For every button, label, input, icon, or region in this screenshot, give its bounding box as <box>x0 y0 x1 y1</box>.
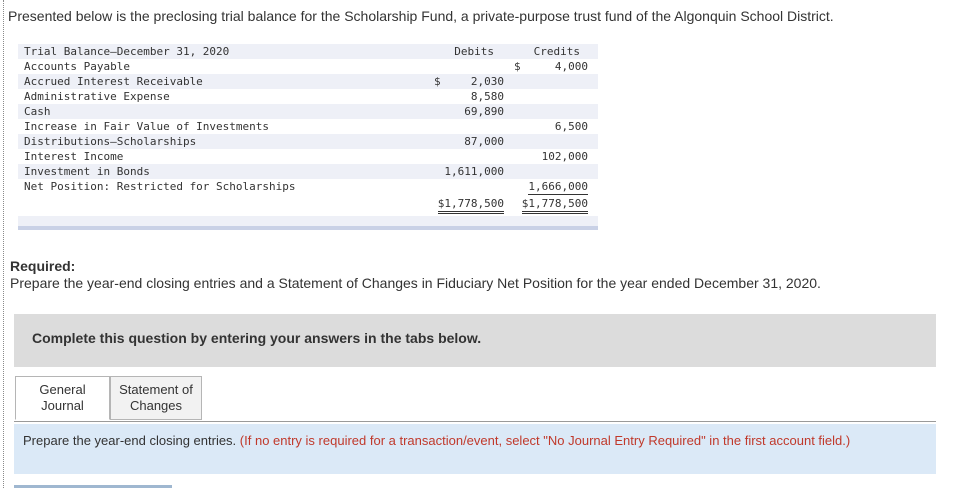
table-row <box>18 179 598 194</box>
debit-value: 87,000 <box>464 135 504 148</box>
table-row <box>18 149 598 164</box>
credit-value: 6,500 <box>554 120 588 133</box>
tab-general-journal[interactable] <box>15 376 110 420</box>
required-label: Required: <box>10 258 76 274</box>
account-name: Administrative Expense <box>24 90 170 103</box>
account-name: Interest Income <box>24 150 124 163</box>
debit-sign: $ <box>434 75 441 88</box>
credits-header: Credits <box>533 45 580 58</box>
debit-value: 69,890 <box>464 105 504 118</box>
required-section <box>10 258 821 292</box>
left-border <box>3 0 4 488</box>
intro-text: Presented below is the preclosing trial balance for the Scholarship Fund, a private-purpose trust fund of the Algonquin School District. <box>8 8 834 24</box>
debit-value: 1,611,000 <box>444 165 504 178</box>
tab-instruction-box <box>14 424 936 474</box>
account-name: Net Position: Restricted for Scholarships <box>24 180 296 193</box>
instruction-main: Prepare the year-end closing entries. <box>23 433 240 448</box>
table-row <box>18 119 598 134</box>
account-name: Accounts Payable <box>24 60 130 73</box>
account-name: Distributions—Scholarships <box>24 135 197 148</box>
table-row <box>18 74 598 89</box>
account-name: Increase in Fair Value of Investments <box>24 120 270 133</box>
table-title: Trial Balance—December 31, 2020 <box>24 45 230 58</box>
required-text: Prepare the year-end closing entries and a Statement of Changes in Fiduciary Net Position for the year ended December 31, 2020. <box>10 275 821 291</box>
credit-value: 1,666,000 <box>528 180 588 193</box>
total-credits: $1,778,500 <box>522 194 588 214</box>
trial-balance-table <box>18 44 598 230</box>
account-name: Cash <box>24 105 51 118</box>
table-row <box>18 104 598 119</box>
credit-value: 102,000 <box>541 150 588 163</box>
table-header-row <box>18 44 598 59</box>
total-debits: $1,778,500 <box>438 194 504 214</box>
table-row <box>18 89 598 104</box>
table-row <box>18 59 598 74</box>
totals-row <box>18 194 598 216</box>
account-name: Investment in Bonds <box>24 165 150 178</box>
debits-header: Debits <box>454 45 494 58</box>
tab-statement-of-changes[interactable] <box>110 376 202 420</box>
debit-value: 2,030 <box>470 75 504 88</box>
tab-label-line1: Statement of <box>119 382 193 397</box>
credit-sign: $ <box>514 60 521 73</box>
debit-value: 8,580 <box>470 90 504 103</box>
account-name: Accrued Interest Receivable <box>24 75 203 88</box>
instruction-banner <box>14 314 936 367</box>
instruction-note: (If no entry is required for a transaction/event, select "No Journal Entry Required" in the first account field.) <box>239 433 851 448</box>
table-spacer <box>18 216 598 226</box>
tab-label-line2: Changes <box>129 398 183 413</box>
table-row <box>18 164 598 179</box>
tab-divider <box>14 421 936 422</box>
tab-label-line2: Journal <box>41 398 84 413</box>
banner-text: Complete this question by entering your answers in the tabs below. <box>32 330 482 346</box>
tab-label-line1: General <box>39 382 86 397</box>
credit-value: 4,000 <box>554 60 588 73</box>
table-row <box>18 134 598 149</box>
